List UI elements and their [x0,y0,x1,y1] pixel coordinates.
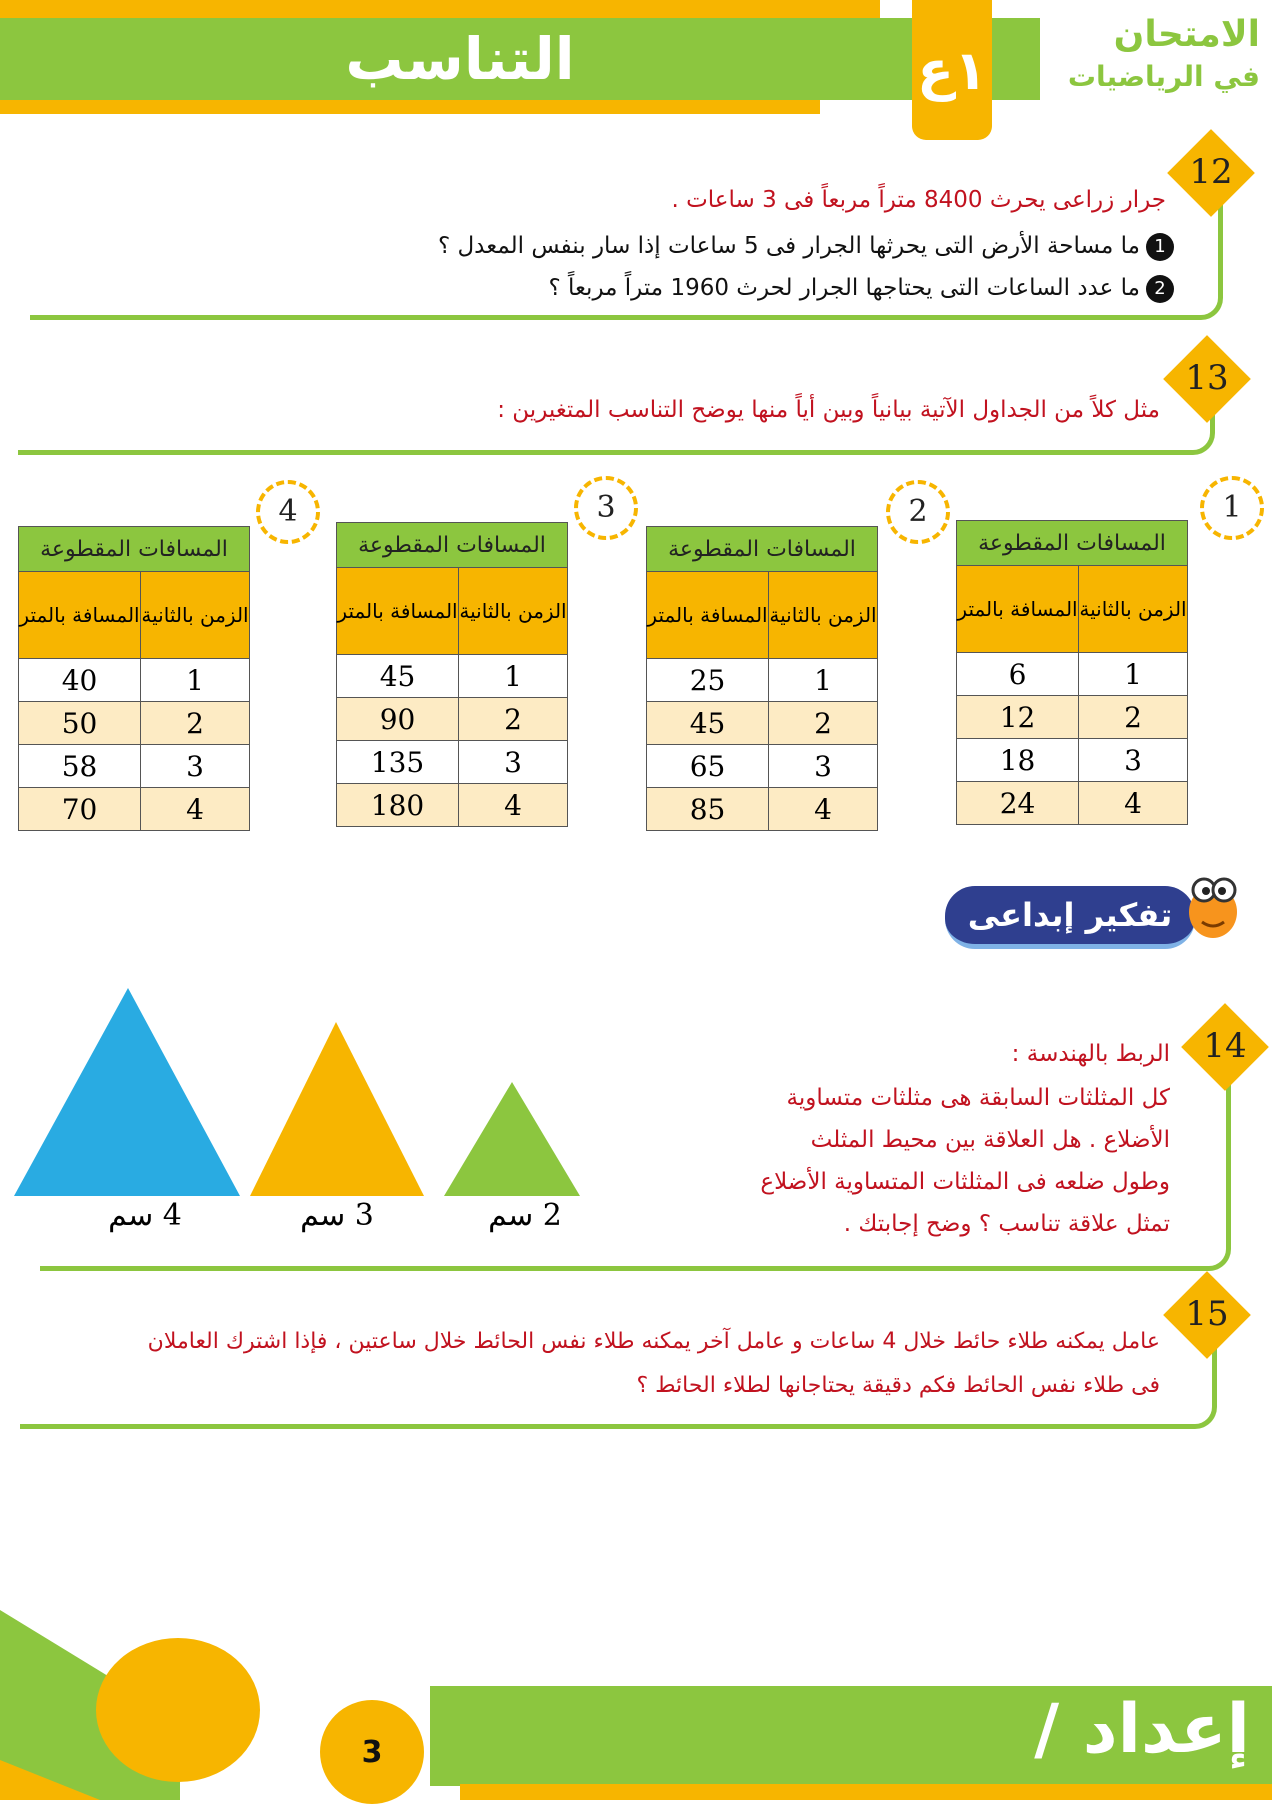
q15-number: 15 [1185,1294,1229,1334]
table-4-time-1: 1 [141,659,250,702]
table-2-time-4: 4 [769,788,878,831]
distance-table-4 [18,526,250,831]
distance-table-2 [646,526,878,831]
q14-line-3: وطول ضلعه فى المثلثات المتساوية الأضلاع [760,1169,1170,1195]
table-row [337,741,568,784]
q14-line-1: كل المثلثات السابقة هى مثلثات متساوية [786,1085,1170,1111]
brand-title: الامتحان [1113,14,1260,55]
table-row [957,782,1188,825]
table-4-col-time: الزمن بالثانية [141,572,250,659]
table-2-time-1: 1 [769,659,878,702]
q12-number: 12 [1189,152,1233,192]
table-row [19,788,250,831]
q12-intro: جرار زراعى يحرث 8400 متراً مربعاً فى 3 ساعات . [671,187,1166,213]
table-3-dist-2: 90 [337,698,459,741]
table-1-dist-3: 18 [957,739,1079,782]
triangle-medium [250,1022,424,1196]
q12-item-2 [200,268,1174,308]
q13-number: 13 [1185,358,1229,398]
table-2-dist-4: 85 [647,788,769,831]
table-4-time-4: 4 [141,788,250,831]
table-1-time-4: 4 [1079,782,1188,825]
table-row [647,702,878,745]
table-2-time-2: 2 [769,702,878,745]
triangle-small [444,1082,580,1196]
table-3-number-badge: 3 [574,476,638,540]
table-2-number-badge: 2 [886,480,950,544]
creative-thinking-badge: تفكير إبداعى [945,886,1195,949]
triangles-figure [10,980,600,1200]
distance-table-3 [336,522,568,827]
table-row [337,784,568,827]
table-3-time-3: 3 [459,741,568,784]
table-4-dist-2: 50 [19,702,141,745]
table-3-col-distance: المسافة بالمتر [337,568,459,655]
table-row [647,745,878,788]
q13-text: مثل كلاً من الجداول الآتية بيانياً وبين أياً منها يوضح التناسب المتغيرين : [497,397,1160,423]
table-1-number-badge: 1 [1200,476,1264,540]
q12-item-1-marker: 1 [1146,233,1174,261]
q14-line-2: الأضلاع . هل العلاقة بين محيط المثلث [810,1127,1170,1153]
table-1-col-distance: المسافة بالمتر [957,566,1079,653]
q14-heading: الربط بالهندسة : [1011,1041,1170,1067]
q14-line-4: تمثل علاقة تناسب ؟ وضح إجابتك . [843,1211,1170,1237]
q12-item-1 [200,226,1174,266]
table-row [19,659,250,702]
q12-item-2-marker: 2 [1146,275,1174,303]
q15-line-1: عامل يمكنه طلاء حائط خلال 4 ساعات و عامل آخر يمكنه طلاء نفس الحائط خلال ساعتين ، فإذا اشترك العاملان [147,1329,1160,1354]
table-4-time-3: 3 [141,745,250,788]
table-2-dist-2: 45 [647,702,769,745]
table-3-dist-3: 135 [337,741,459,784]
prepared-by-label: إعداد / [1034,1690,1250,1769]
table-row [957,739,1188,782]
table-2-title: المسافات المقطوعة [647,527,878,572]
table-4-number-badge: 4 [256,480,320,544]
table-3-dist-4: 180 [337,784,459,827]
table-4-dist-3: 58 [19,745,141,788]
table-row [647,788,878,831]
table-2-col-distance: المسافة بالمتر [647,572,769,659]
page-number: 3 [320,1700,424,1804]
q14-number: 14 [1203,1026,1247,1066]
distance-table-1 [956,520,1188,825]
table-row [647,659,878,702]
table-3-col-time: الزمن بالثانية [459,568,568,655]
triangle-large-label: 4 سم [108,1198,182,1233]
lesson-code-badge: ١ع [912,0,992,140]
table-4-dist-4: 70 [19,788,141,831]
table-1-time-2: 2 [1079,696,1188,739]
table-1-time-3: 3 [1079,739,1188,782]
header-stripe-top [0,0,880,18]
table-2-col-time: الزمن بالثانية [769,572,878,659]
q12-item-1-text: ما مساحة الأرض التى يحرثها الجرار فى 5 ساعات إذا سار بنفس المعدل ؟ [437,233,1140,259]
table-4-time-2: 2 [141,702,250,745]
table-1-dist-1: 6 [957,653,1079,696]
table-1-dist-4: 24 [957,782,1079,825]
triangle-medium-label: 3 سم [300,1198,374,1233]
header-stripe-bottom [0,100,820,114]
table-4-dist-1: 40 [19,659,141,702]
q15-line-2: فى طلاء نفس الحائط فكم دقيقة يحتاجانها لطلاء الحائط ؟ [636,1373,1160,1398]
table-row [19,745,250,788]
table-1-dist-2: 12 [957,696,1079,739]
table-row [957,696,1188,739]
table-1-col-time: الزمن بالثانية [1079,566,1188,653]
table-1-title: المسافات المقطوعة [957,521,1188,566]
table-4-col-distance: المسافة بالمتر [19,572,141,659]
table-4-title: المسافات المقطوعة [19,527,250,572]
page-title: التناسب [345,25,575,93]
table-3-time-1: 1 [459,655,568,698]
table-3-time-4: 4 [459,784,568,827]
q12-item-2-text: ما عدد الساعات التى يحتاجها الجرار لحرث 1960 متراً مربعاً ؟ [548,275,1140,301]
triangle-large [14,988,240,1196]
table-row [337,698,568,741]
table-row [957,653,1188,696]
table-1-time-1: 1 [1079,653,1188,696]
table-row [337,655,568,698]
table-2-dist-1: 25 [647,659,769,702]
table-3-time-2: 2 [459,698,568,741]
triangle-small-label: 2 سم [488,1198,562,1233]
table-2-time-3: 3 [769,745,878,788]
table-3-dist-1: 45 [337,655,459,698]
thinking-character-icon [1178,864,1248,944]
footer-stripe [460,1784,1272,1800]
table-3-title: المسافات المقطوعة [337,523,568,568]
table-row [19,702,250,745]
table-2-dist-3: 65 [647,745,769,788]
brand-subtitle: في الرياضيات [1067,60,1260,93]
